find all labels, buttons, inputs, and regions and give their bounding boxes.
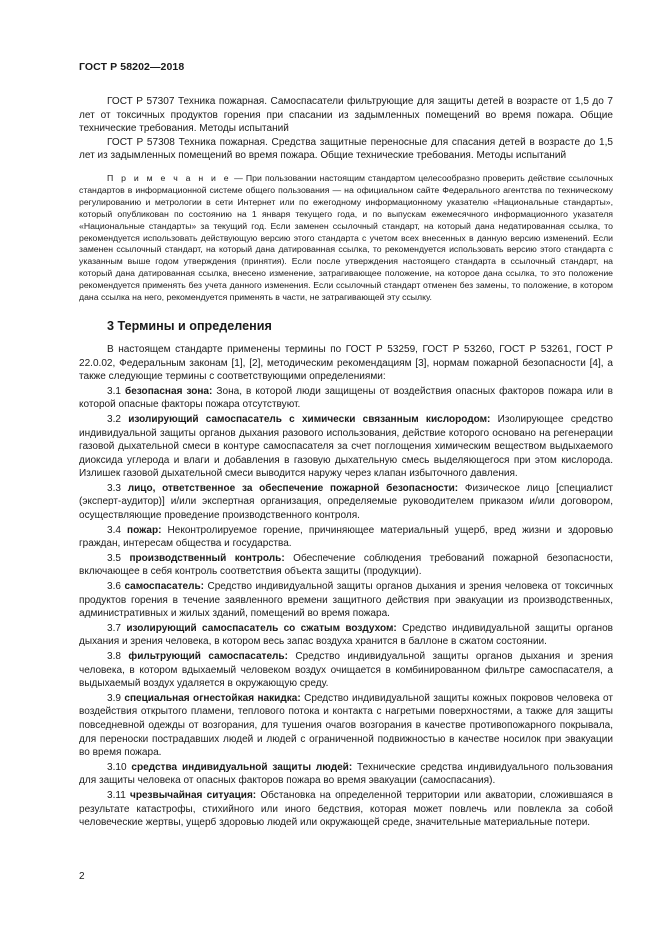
- term-number: 3.2: [107, 413, 121, 425]
- term-definition: Зона, в которой люди защищены от воздействия опасных факторов пожара или в которой опасные факторы пожара отсутствуют.: [79, 385, 613, 411]
- term-definition: Физическое лицо [специалист (эксперт-аудитор)] и/или экспертная организация, определяемые руководителем приказом и/или договором, осуществляющие проведение производственного контроля.: [79, 482, 613, 522]
- terms-list: [79, 385, 613, 830]
- term-number: 3.3: [107, 482, 121, 494]
- term-item: [79, 622, 613, 649]
- note-label: П р и м е ч а н и е: [107, 172, 232, 183]
- document-body: [79, 95, 613, 830]
- term-number: 3.11: [107, 789, 126, 801]
- term-item: [79, 482, 613, 523]
- term-definition: Неконтролируемое горение, причиняющее материальный ущерб, вред жизни и здоровью граждан, интересам общества и государства.: [79, 524, 614, 550]
- term-name: специальная огнестойкая накидка:: [124, 692, 301, 704]
- term-number: 3.4: [107, 524, 121, 536]
- term-number: 3.8: [107, 651, 121, 662]
- term-name: чрезвычайная ситуация:: [130, 789, 257, 801]
- term-definition: Средство индивидуальной защиты органов дыхания и зрения человека, в котором вдыхаемый человеком воздух очищается в комбинированном фильтре самоспасателя, а выдыхаемый воздух удаляется в окружающую среду.: [79, 651, 614, 690]
- term-definition: Средство индивидуальной защиты органов дыхания и зрения человека, в котором весь запас воздуха хранится в баллоне в сжатом состоянии.: [79, 622, 614, 648]
- term-name: средства индивидуальной защиты людей:: [131, 761, 353, 773]
- page-number: 2: [79, 871, 85, 882]
- term-item: [79, 413, 613, 481]
- term-definition: Технические средства индивидуального пользования для защиты человека от опасных факторов пожара во время эвакуации (самоспасания).: [79, 761, 613, 787]
- term-name: изолирующий самоспасатель со сжатым воздухом:: [126, 622, 397, 634]
- term-item: [79, 789, 613, 830]
- term-definition: Средство индивидуальной защиты кожных покровов человека от воздействия открытого пламени, теплового потока и контакта с нагретыми поверхностями, а также для защиты повседневной одежды от возгорания, для тушения очагов возгорания в качестве противопожарного покрывала, для переноски пострадавших людей и людей с ограниченной подвижностью в качестве носилок при эвакуации во время пожара.: [79, 692, 614, 759]
- term-item: [79, 385, 613, 412]
- term-number: 3.5: [107, 552, 121, 564]
- term-item: [79, 650, 613, 691]
- term-name: лицо, ответственное за обеспечение пожарной безопасности:: [127, 482, 459, 494]
- term-definition: Обеспечение соблюдения требований пожарной безопасности, включающее в себя контроль соответствия объекта защиты (продукции).: [79, 552, 614, 578]
- term-number: 3.7: [107, 622, 121, 634]
- term-number: 3.9: [107, 692, 121, 704]
- note-text: — При пользовании настоящим стандартом целесообразно проверить действие ссылочных стандартов в информационной системе общего пользования — на официальном сайте Федерального агентства по техническому регулированию и метрологии в сети Интернет или по ежегодному информационному указателю «Национальные стандарты», который опубликован по состоянию на 1 января текущего года, и по выпускам ежемесячного информационного указателя «Национальные стандарты» за текущий год. Если заменен ссылочный стандарт, на который дана недатированная ссылка, то рекомендуется использовать действующую версию этого стандарта с учетом всех внесенных в данную версию изменений. Если заменен ссылочный стандарт, на который дана датированная ссылка, то рекомендуется использовать версию этого стандарта с указанным выше годом утверждения (принятия). Если после утверждения настоящего стандарта в ссылочный стандарт, на который дана датированная ссылка, внесено изменение, затрагивающее положение, на которое дана ссылка, то это положение рекомендуется применять без учета данного изменения. Если ссылочный стандарт отменен без замены, то положение, в котором дана ссылка на него, рекомендуется применять в части, не затрагивающей эту ссылку.: [79, 172, 613, 303]
- term-definition: Изолирующее средство индивидуальной защиты органов дыхания разового использования, действие которого основано на регенерации газовой дыхательной смеси в контуре самоспасателя за счет поглощения химическим веществом выдыхаемого диоксида углерода и влаги и добавления в газовую дыхательную смесь выделяющегося при этом кислорода. Излишек газовой дыхательной смеси выводится наружу через клапан избыточного давления.: [79, 413, 614, 480]
- term-item: [79, 580, 613, 621]
- term-name: фильтрующий самоспасатель:: [128, 651, 288, 662]
- term-name: пожар:: [127, 524, 162, 536]
- term-item: [79, 761, 613, 788]
- term-name: безопасная зона:: [125, 385, 213, 397]
- term-item: [79, 692, 613, 760]
- section-intro: В настоящем стандарте применены термины по ГОСТ Р 53259, ГОСТ Р 53260, ГОСТ Р 53261, ГОСТ Р 22.0.02, Федеральным законам [1], [2], методическим рекомендациям [3], нормам пожарной безопасности [4], а также следующие термины с соответствующими определениями:: [79, 343, 613, 383]
- term-definition: Средство индивидуальной защиты органов дыхания и зрения человека от токсичных продуктов горения в течение заявленного времени защитного действия при эвакуации из производственных, административных и жилых зданий, помещений во время пожара.: [79, 581, 613, 620]
- reference-item: ГОСТ Р 57307 Техника пожарная. Самоспасатели фильтрующие для защиты детей в возрасте от 1,5 до 7 лет от токсичных продуктов горения при спасании из задымленных помещений во время пожара. Общие технические требования. Методы испытаний: [79, 96, 613, 135]
- term-name: самоспасатель:: [124, 581, 204, 593]
- section-title: 3 Термины и определения: [107, 318, 272, 333]
- term-definition: Обстановка на определенной территории или акватории, сложившаяся в результате катастрофы, стихийного или иного бедствия, которая может повлечь или повлекла за собой человеческие жертвы, ущерб здоровью людей или окружающей среде, значительные материальные потери.: [79, 789, 613, 829]
- term-item: [79, 552, 613, 579]
- term-name: изолирующий самоспасатель с химически связанным кислородом:: [128, 413, 491, 425]
- term-name: производственный контроль:: [129, 552, 285, 564]
- document-header: ГОСТ Р 58202—2018: [79, 61, 185, 73]
- reference-item: ГОСТ Р 57308 Техника пожарная. Средства защитные переносные для спасания детей в возрасте до 1,5 лет из задымленных помещений во время пожара. Общие технические требования. Методы испытаний: [79, 136, 613, 162]
- term-number: 3.6: [107, 581, 121, 593]
- term-item: [79, 524, 613, 551]
- term-number: 3.1: [107, 385, 121, 397]
- note-paragraph: [79, 173, 613, 304]
- term-number: 3.10: [107, 761, 127, 773]
